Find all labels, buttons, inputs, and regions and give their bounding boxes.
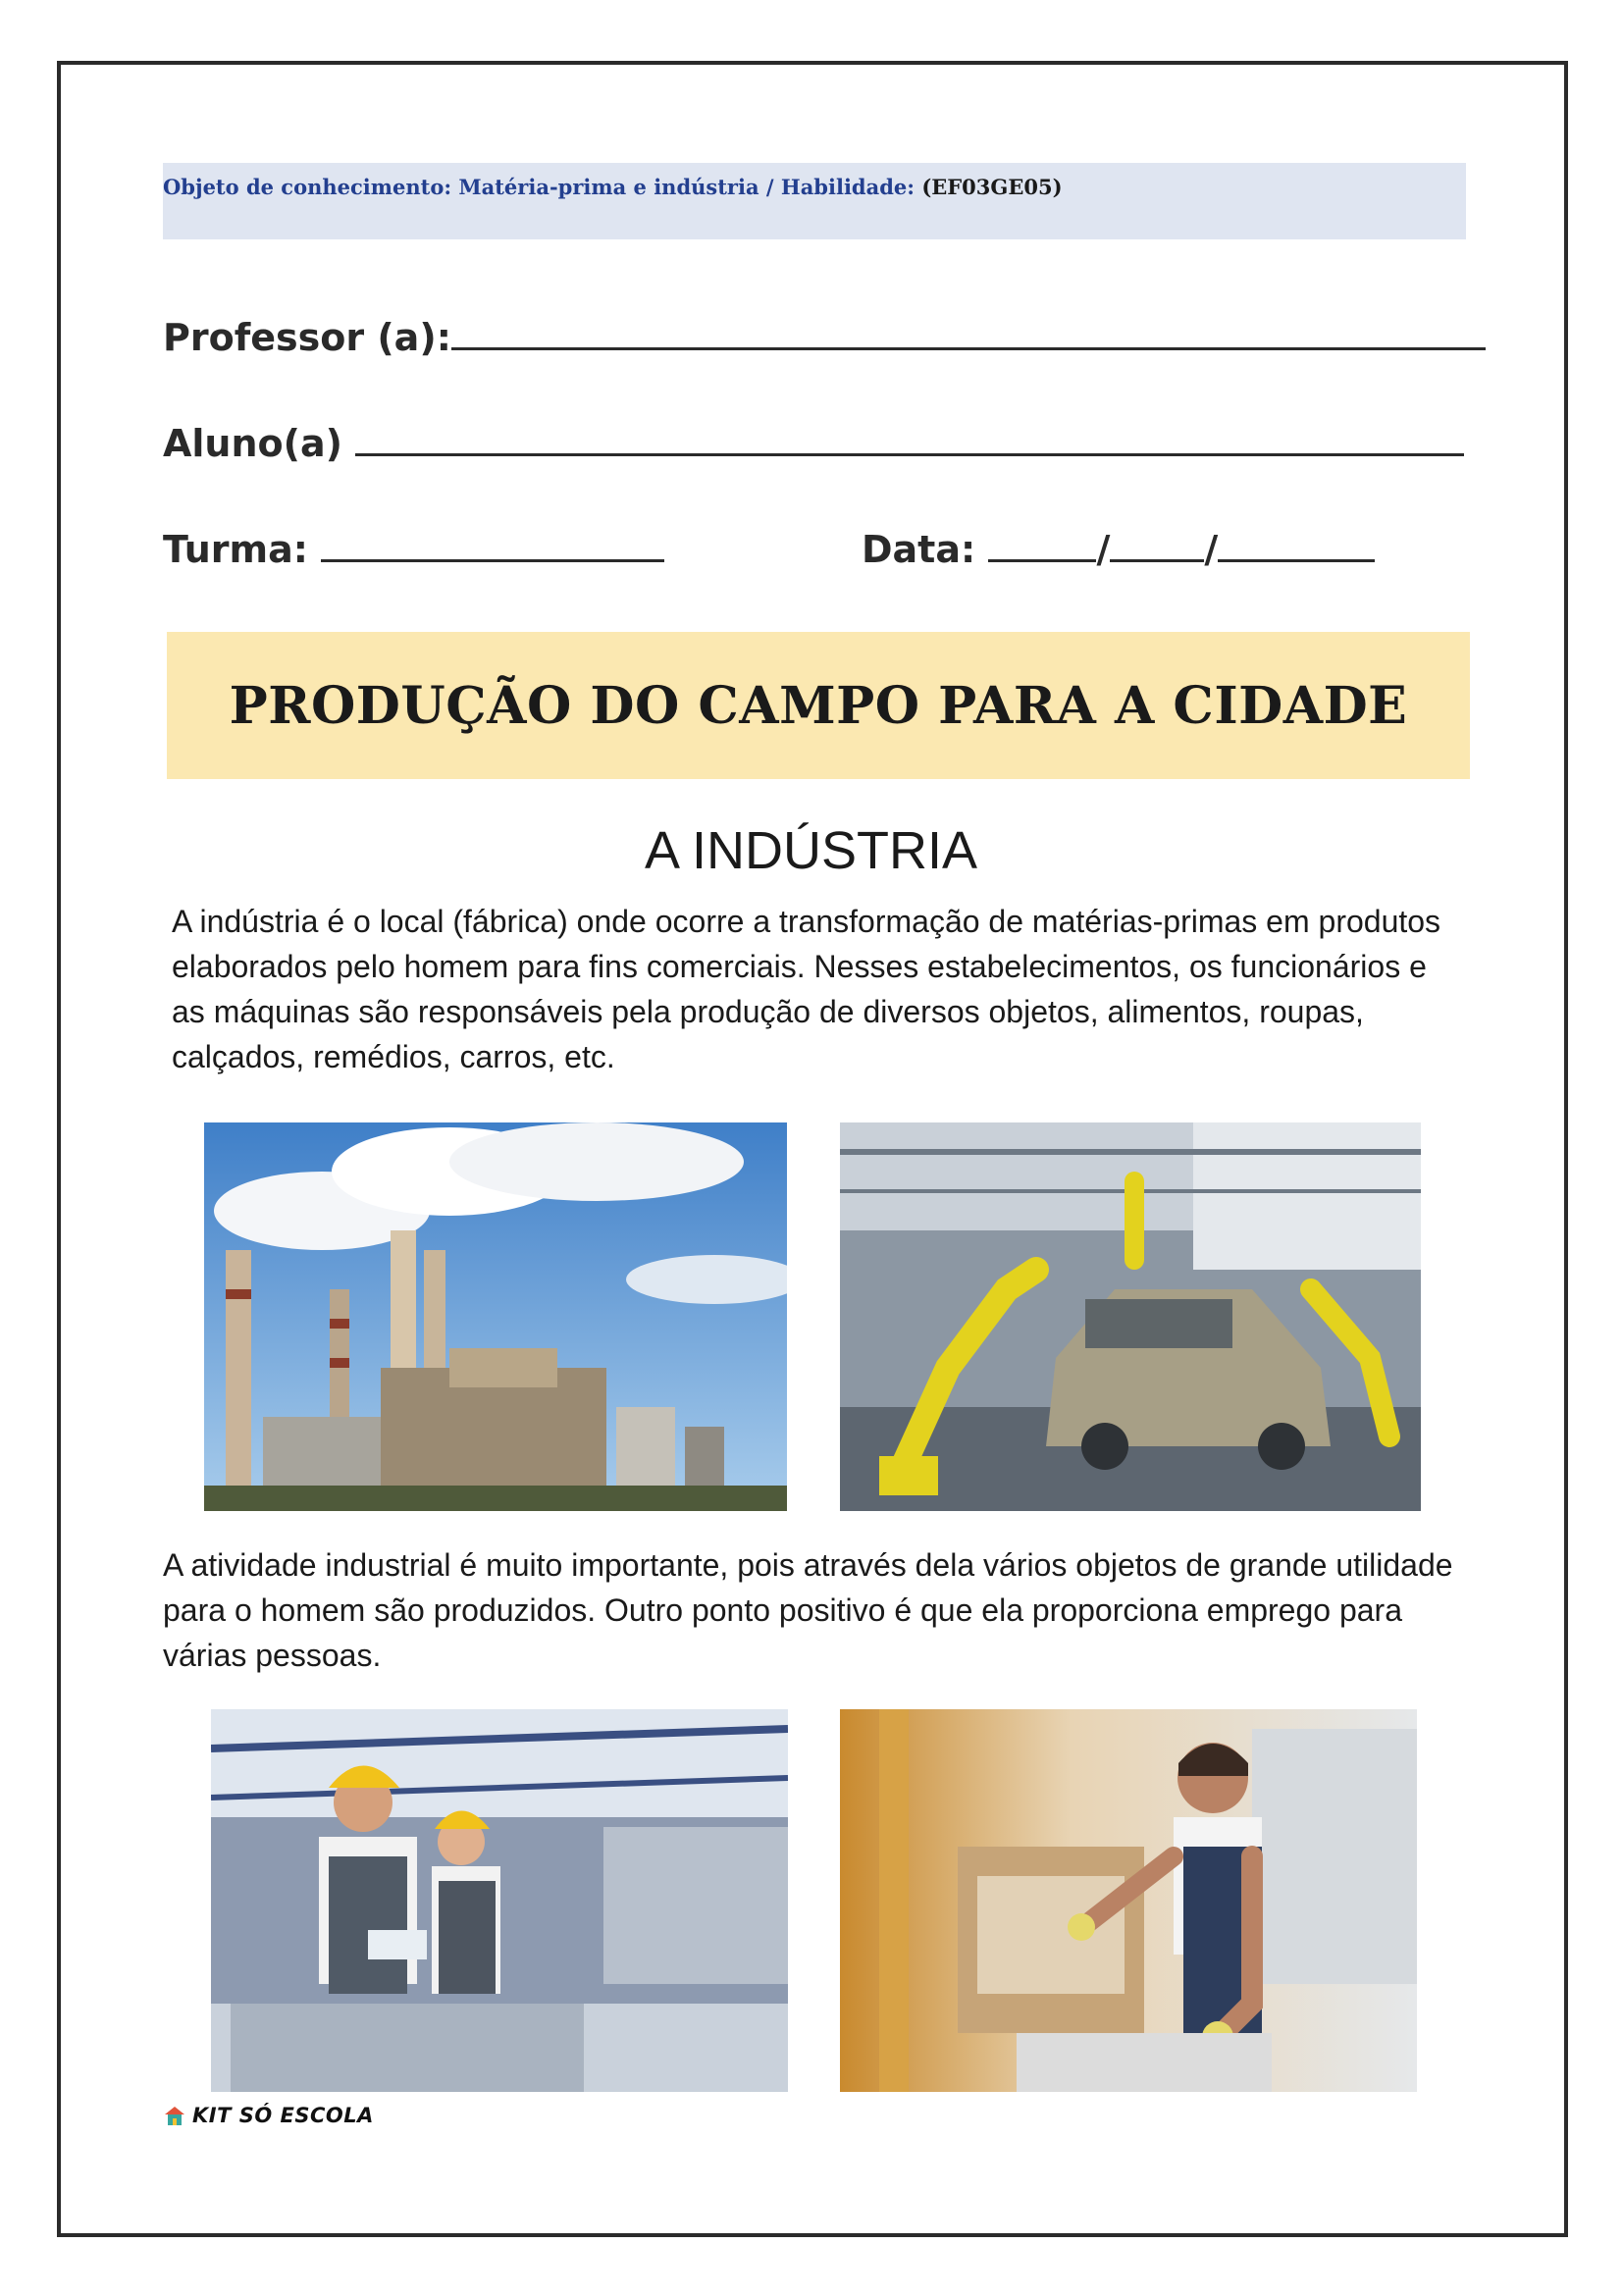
date-separator: /: [1096, 528, 1111, 571]
intro-paragraph: A indústria é o local (fábrica) onde ocorre a transformação de matérias-primas em produtos elaborados pelo homem para fins comerciais. Nesses estabelecimentos, os funcionários e as máquinas são responsáveis pela produção de diversos objetos, alimentos, roupas, calçados, remédios, carros, etc.: [172, 904, 1441, 1074]
brand-logo: [163, 2104, 374, 2127]
school-house-icon: [163, 2104, 186, 2127]
teacher-label: Professor (a):: [163, 316, 451, 359]
worker-machine-photo: [840, 1709, 1417, 2092]
title-band: [167, 632, 1470, 779]
class-field: [163, 528, 664, 571]
date-month-blank[interactable]: [1110, 530, 1204, 562]
class-label: Turma:: [163, 528, 308, 571]
date-field: [862, 528, 1375, 571]
date-day-blank[interactable]: [988, 530, 1096, 562]
class-blank[interactable]: [321, 530, 664, 562]
student-field: [163, 422, 1464, 465]
objective-bar: [163, 163, 1466, 239]
skill-code: (EF03GE05): [921, 175, 1063, 199]
objective-label: Objeto de conhecimento: Matéria-prima e indústria / Habilidade:: [163, 175, 916, 199]
date-separator: /: [1204, 528, 1219, 571]
student-blank[interactable]: [355, 424, 1464, 456]
objective-text: [163, 175, 1063, 199]
factory-workers-tablet-photo: [211, 1709, 788, 2092]
brand-name: KIT SÓ ESCOLA: [192, 2104, 374, 2127]
car-assembly-robots-photo: [840, 1122, 1421, 1511]
student-label: Aluno(a): [163, 422, 343, 465]
date-year-blank[interactable]: [1218, 530, 1375, 562]
section-heading: A INDÚSTRIA: [644, 821, 978, 880]
teacher-blank[interactable]: [451, 318, 1486, 350]
page-title: PRODUÇÃO DO CAMPO PARA A CIDADE: [229, 675, 1408, 736]
factory-chimneys-photo: [204, 1122, 787, 1511]
teacher-field: [163, 316, 1486, 359]
importance-paragraph: A atividade industrial é muito importante, pois através dela vários objetos de grande utilidade para o homem são produzidos. Outro ponto positivo é que ela proporciona emprego para várias pessoas.: [163, 1547, 1453, 1673]
date-label: Data:: [862, 528, 976, 571]
